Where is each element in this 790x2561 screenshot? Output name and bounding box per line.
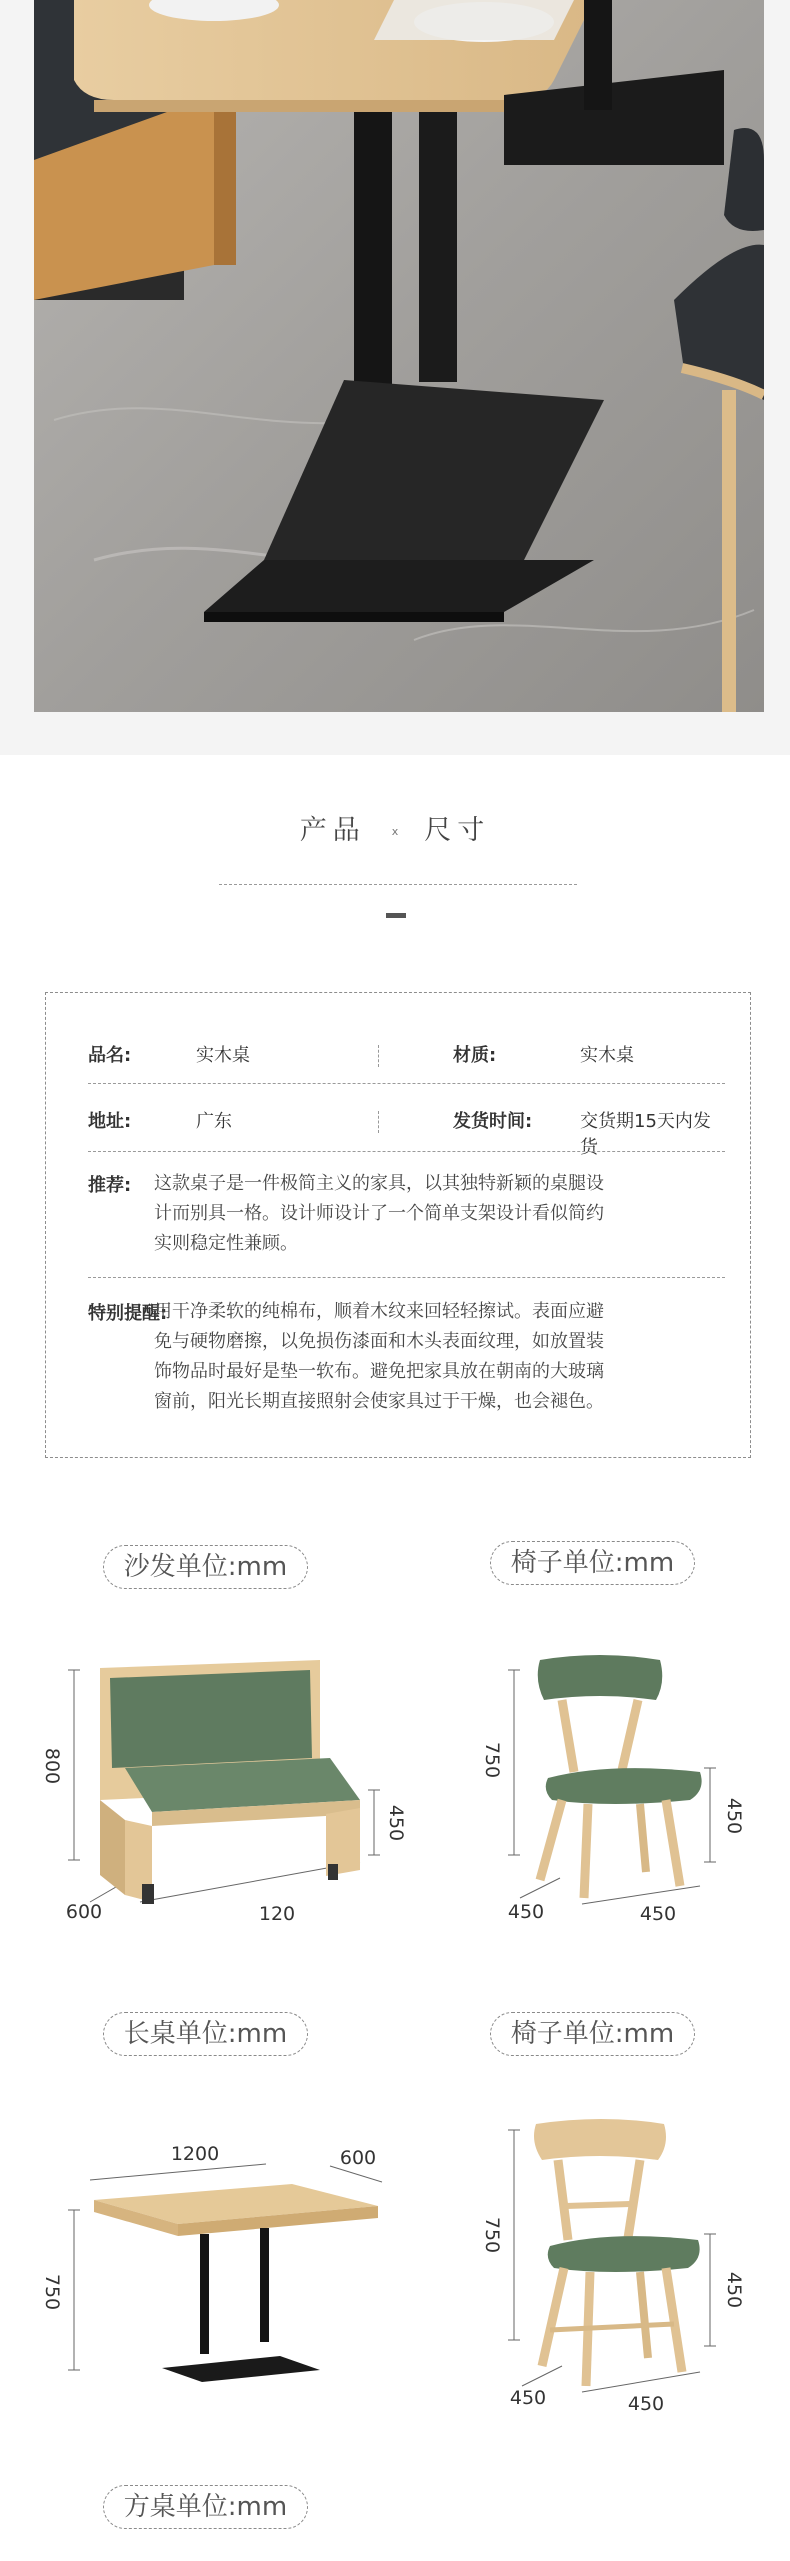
material-value: 实木桌: [580, 1045, 634, 1066]
long-table-unit-label: 长桌单位:mm: [103, 2012, 308, 2056]
chair-seat-height-label: 450: [723, 1797, 745, 1835]
ship-label: 发货时间:: [453, 1111, 533, 1132]
sofa-height-label: 800: [41, 1747, 63, 1785]
recommend-line: 这款桌子是一件极简主义的家具，以其独特新颖的桌腿设: [154, 1173, 604, 1194]
sofa-seat-height-label: 450: [385, 1804, 407, 1842]
chair-backrest: [538, 1655, 663, 1700]
chair-depth-label: 450: [507, 1901, 545, 1923]
title-separator: x: [391, 825, 399, 838]
chair-unit-label: 椅子单位:mm: [490, 1541, 695, 1585]
product-photo: [34, 0, 764, 712]
chair2-backrest: [534, 2119, 666, 2160]
column-divider: [378, 1111, 379, 1133]
sofa-diagram: [30, 1640, 410, 1940]
chair2-seat-height-label: 450: [723, 2271, 745, 2309]
sofa-length-label: 120: [258, 1903, 296, 1925]
chair-height-label: 750: [481, 1741, 503, 1779]
chair-unit-label-2: 椅子单位:mm: [490, 2012, 695, 2056]
title-left: 产品: [299, 815, 366, 846]
chair-seat: [546, 1768, 702, 1804]
notice-line: 免与硬物磨擦，以免损伤漆面和木头表面纹理，如放置装: [154, 1331, 604, 1352]
section-title: [0, 808, 790, 847]
table-base: [162, 2356, 320, 2382]
notice-line: 窗前，阳光长期直接照射会使家具过于干燥，也会褪色。: [154, 1391, 604, 1412]
recommend-line: 计而别具一格。设计师设计了一个简单支架设计看似简约: [154, 1203, 604, 1224]
table-height-label: 750: [41, 2273, 63, 2311]
chair2-depth-line: [522, 2366, 562, 2386]
chair2-seat: [548, 2236, 700, 2272]
recommend-text: [154, 1169, 676, 1259]
title-divider: [219, 884, 577, 885]
name-value: 实木桌: [196, 1045, 250, 1066]
spec-table: [45, 992, 751, 1458]
notice-text: [154, 1297, 676, 1417]
chair-diagram-2: [470, 2110, 770, 2420]
chair2-height-label: 750: [481, 2216, 503, 2254]
notice-line: 用干净柔软的纯棉布，顺着木纹来回轻轻擦试。表面应避: [154, 1301, 604, 1322]
column-divider: [378, 1045, 379, 1067]
title-right: 尺寸: [424, 815, 491, 846]
hero-section: [0, 0, 790, 755]
title-accent-bar: [386, 913, 406, 918]
chair-depth-line: [520, 1878, 560, 1898]
row-divider: [88, 1151, 725, 1152]
material-label: 材质:: [453, 1045, 497, 1066]
table-length-line: [90, 2164, 266, 2180]
table-scene-illustration: [34, 0, 764, 712]
chair-diagram: [470, 1640, 770, 1940]
chair-width-label: 450: [639, 1903, 677, 1925]
sofa-unit-label: 沙发单位:mm: [103, 1545, 308, 1589]
notice-line: 饰物品时最好是垫一软布。避免把家具放在朝南的大玻璃: [154, 1361, 604, 1382]
ship-value: 交货期15天内发货: [580, 1111, 711, 1158]
recommend-label: 推荐:: [88, 1175, 132, 1196]
long-table-diagram: [30, 2120, 410, 2420]
sofa-backrest: [110, 1670, 312, 1768]
notice-label: 特别提醒:: [88, 1303, 168, 1324]
sofa-depth-label: 600: [65, 1901, 103, 1923]
row-divider: [88, 1083, 725, 1084]
chair2-width-line: [582, 2372, 700, 2392]
table-length-label: 1200: [170, 2143, 220, 2165]
name-label: 品名:: [88, 1045, 132, 1066]
row-divider: [88, 1277, 725, 1278]
address-label: 地址:: [88, 1111, 132, 1132]
chair2-depth-label: 450: [509, 2387, 547, 2409]
chair-width-line: [582, 1886, 700, 1904]
recommend-line: 实则稳定性兼顾。: [154, 1233, 298, 1254]
chair2-width-label: 450: [627, 2393, 665, 2415]
square-table-unit-label: 方桌单位:mm: [103, 2485, 308, 2529]
address-value: 广东: [196, 1111, 232, 1132]
table-width-label: 600: [339, 2147, 377, 2169]
